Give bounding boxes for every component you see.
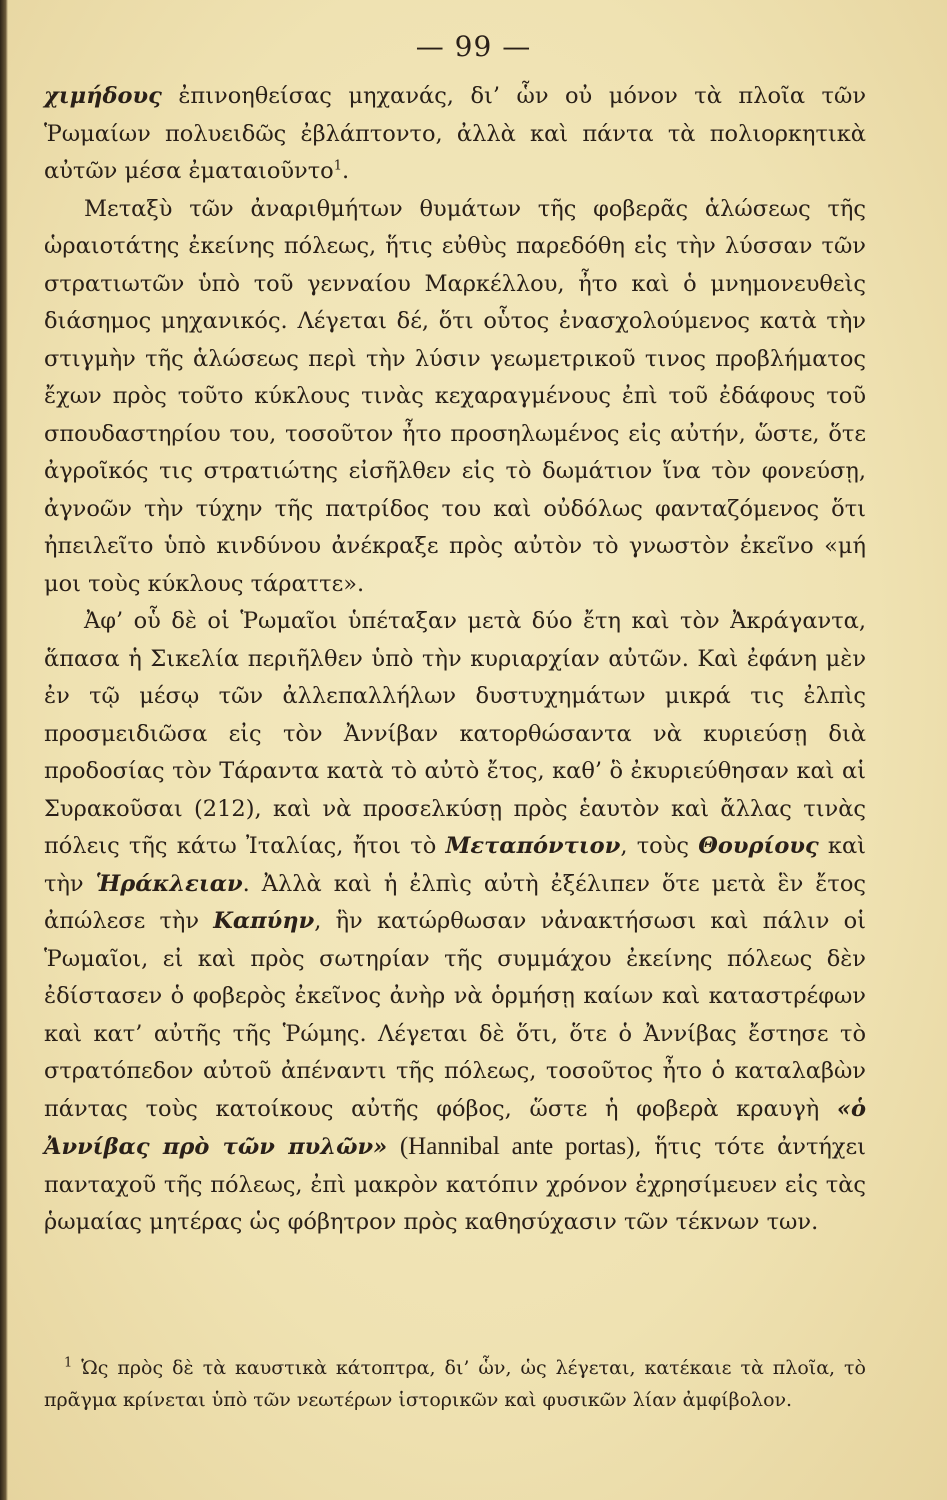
text-run: , ἥτις τότε ἀντήχει πανταχοῦ τῆς πόλεως, ἐπὶ μακρὸν κατόπιν χρόνον ἐχρησίμευεν εἰς τὰς ῥωμαίας μητέρας ὡς φόβητρον πρὸς καθησύχασιν τῶν τέκνων των. [44, 1134, 866, 1235]
text-run: Ἀφ’ οὗ δὲ οἱ Ῥωμαῖοι ὑπέταξαν μετὰ δύο ἔτη καὶ τὸν Ἀκράγαντα, ἅπασα ἡ Σικελία περιῆλθεν ὑπὸ τὴν κυριαρχίαν αὐτῶν. Καὶ ἐφάνη μὲν ἐν τῷ μέσῳ τῶν ἀλλεπαλλήλων δυστυχημάτων μικρά τις ἐλπὶς προσμειδιῶσα εἰς τὸν Ἀννίβαν κατορθώσαντα νὰ κυριεύσῃ διὰ προδοσίας τὸν Τάραντα κατὰ τὸ αὐτὸ ἔτος, καθ’ ὃ ἐκυριεύθησαν καὶ αἱ Συρακοῦσαι (212), καὶ νὰ προσελκύσῃ πρὸς ἑαυτὸν καὶ ἄλλας τινὰς πόλεις τῆς κάτω Ἰταλίας, ἤτοι τὸ [44, 608, 866, 859]
page-number: — 99 — [415, 30, 532, 63]
italic-word: Καπύην [213, 908, 315, 934]
text-run [387, 1134, 400, 1160]
text-run: καὶ τὴν [44, 833, 866, 897]
text-run: . Ἀλλὰ καὶ ἡ ἐλπὶς αὐτὴ ἐξέλιπεν ὅτε μετὰ ἓν ἔτος ἀπώλεσε τὴν [44, 870, 866, 934]
italic-word: Μεταπόντιον [445, 833, 621, 859]
italic-word: χιμήδους [44, 83, 162, 109]
text-run: . [342, 158, 350, 184]
paragraph-2: Μεταξὺ τῶν ἀναριθμήτων θυμάτων τῆς φοβερᾶς ἁλώσεως τῆς ὡραιοτάτης ἐκείνης πόλεως, ἥτις εὐθὺς παρεδόθη εἰς τὴν λύσσαν τῶν στρατιωτῶν ὑπὸ τοῦ γενναίου Μαρκέλλου, ἦτο καὶ ὁ μνημονευθεὶς διάσημος μηχανικός. Λέγεται δέ, ὅτι οὗτος ἐνασχολούμενος κατὰ τὴν στιγμὴν τῆς ἁλώσεως περὶ τὴν λύσιν γεωμετρικοῦ τινος προβλήματος ἔχων πρὸς τοῦτο κύκλους τινὰς κεχαραγμένους ἐπὶ τοῦ ἐδάφους τοῦ σπουδαστηρίου του, τοσοῦτον ἦτο προσηλωμένος εἰς αὐτήν, ὥστε, ὅτε ἀγροῖκός τις στρατιώτης εἰσῆλθεν εἰς τὸ δωμάτιον ἵνα τὸν φονεύσῃ, ἀγνοῶν τὴν τύχην τῆς πατρίδος του καὶ οὐδόλως φανταζόμενος ὅτι ἠπειλεῖτο ὑπὸ κινδύνου ἀνέκραξε πρὸς αὐτὸν τὸ γνωστὸν ἐκεῖνο «μή μοι τοὺς κύκλους τάραττε». [44, 195, 866, 597]
footnote-paragraph [44, 1352, 866, 1416]
italic-phrase: «ὁ Ἀννίβας πρὸ τῶν πυλῶν» [44, 1095, 866, 1160]
paragraph-3 [44, 603, 866, 1242]
italic-word: Ἡράκλειαν [95, 870, 243, 897]
footnote-text: Ὡς πρὸς δὲ τὰ καυστικὰ κάτοπτρα, δι’ ὧν, ὡς λέγεται, κατέκαιε τὰ πλοῖα, τὸ πρᾶγμα κρίνεται ὑπὸ τῶν νεωτέρων ἱστορικῶν καὶ φυσικῶν λίαν ἀμφίβολον. [44, 1357, 866, 1411]
footnote-marker: 1 [64, 1355, 73, 1371]
latin-phrase: (Hannibal ante portas) [399, 1133, 635, 1160]
text-run: , ἣν κατώρθωσαν νἀνακτήσωσι καὶ πάλιν οἱ Ῥωμαῖοι, εἰ καὶ πρὸς σωτηρίαν τῆς συμμάχου ἐκείνης πόλεως δὲν ἐδίστασεν ὁ φοβερὸς ἐκεῖνος ἀνὴρ νὰ ὁρμήσῃ καίων καὶ καταστρέφων καὶ κατ’ αὐτῆς τῆς Ῥώμης. Λέγεται δὲ ὅτι, ὅτε ὁ Ἀννίβας ἔστησε τὸ στρατόπεδον αὐτοῦ ἀπέναντι τῆς πόλεως, τοσοῦτος ἦτο ὁ καταλαβὼν πάντας τοὺς κατοίκους αὐτῆς φόβος, ὥστε ἡ φοβερὰ κραυγὴ [44, 908, 867, 1122]
footnote-ref: 1 [333, 158, 343, 174]
footnote [44, 1352, 866, 1416]
text-run: ἐπινοηθείσας μηχανάς, δι’ ὧν οὐ μόνον τὰ πλοῖα τῶν Ῥωμαίων πολυειδῶς ἐβλάπτοντο, ἀλλὰ καὶ πάντα τὰ πολιορκητικὰ αὐτῶν μέσα ἐματαιοῦντο [44, 83, 866, 184]
paragraph-1 [44, 78, 866, 191]
italic-word: Θουρίους [698, 833, 819, 859]
page-edge-shadow [0, 0, 8, 1500]
main-text [44, 78, 866, 1242]
text-run: , τοὺς [620, 833, 699, 859]
